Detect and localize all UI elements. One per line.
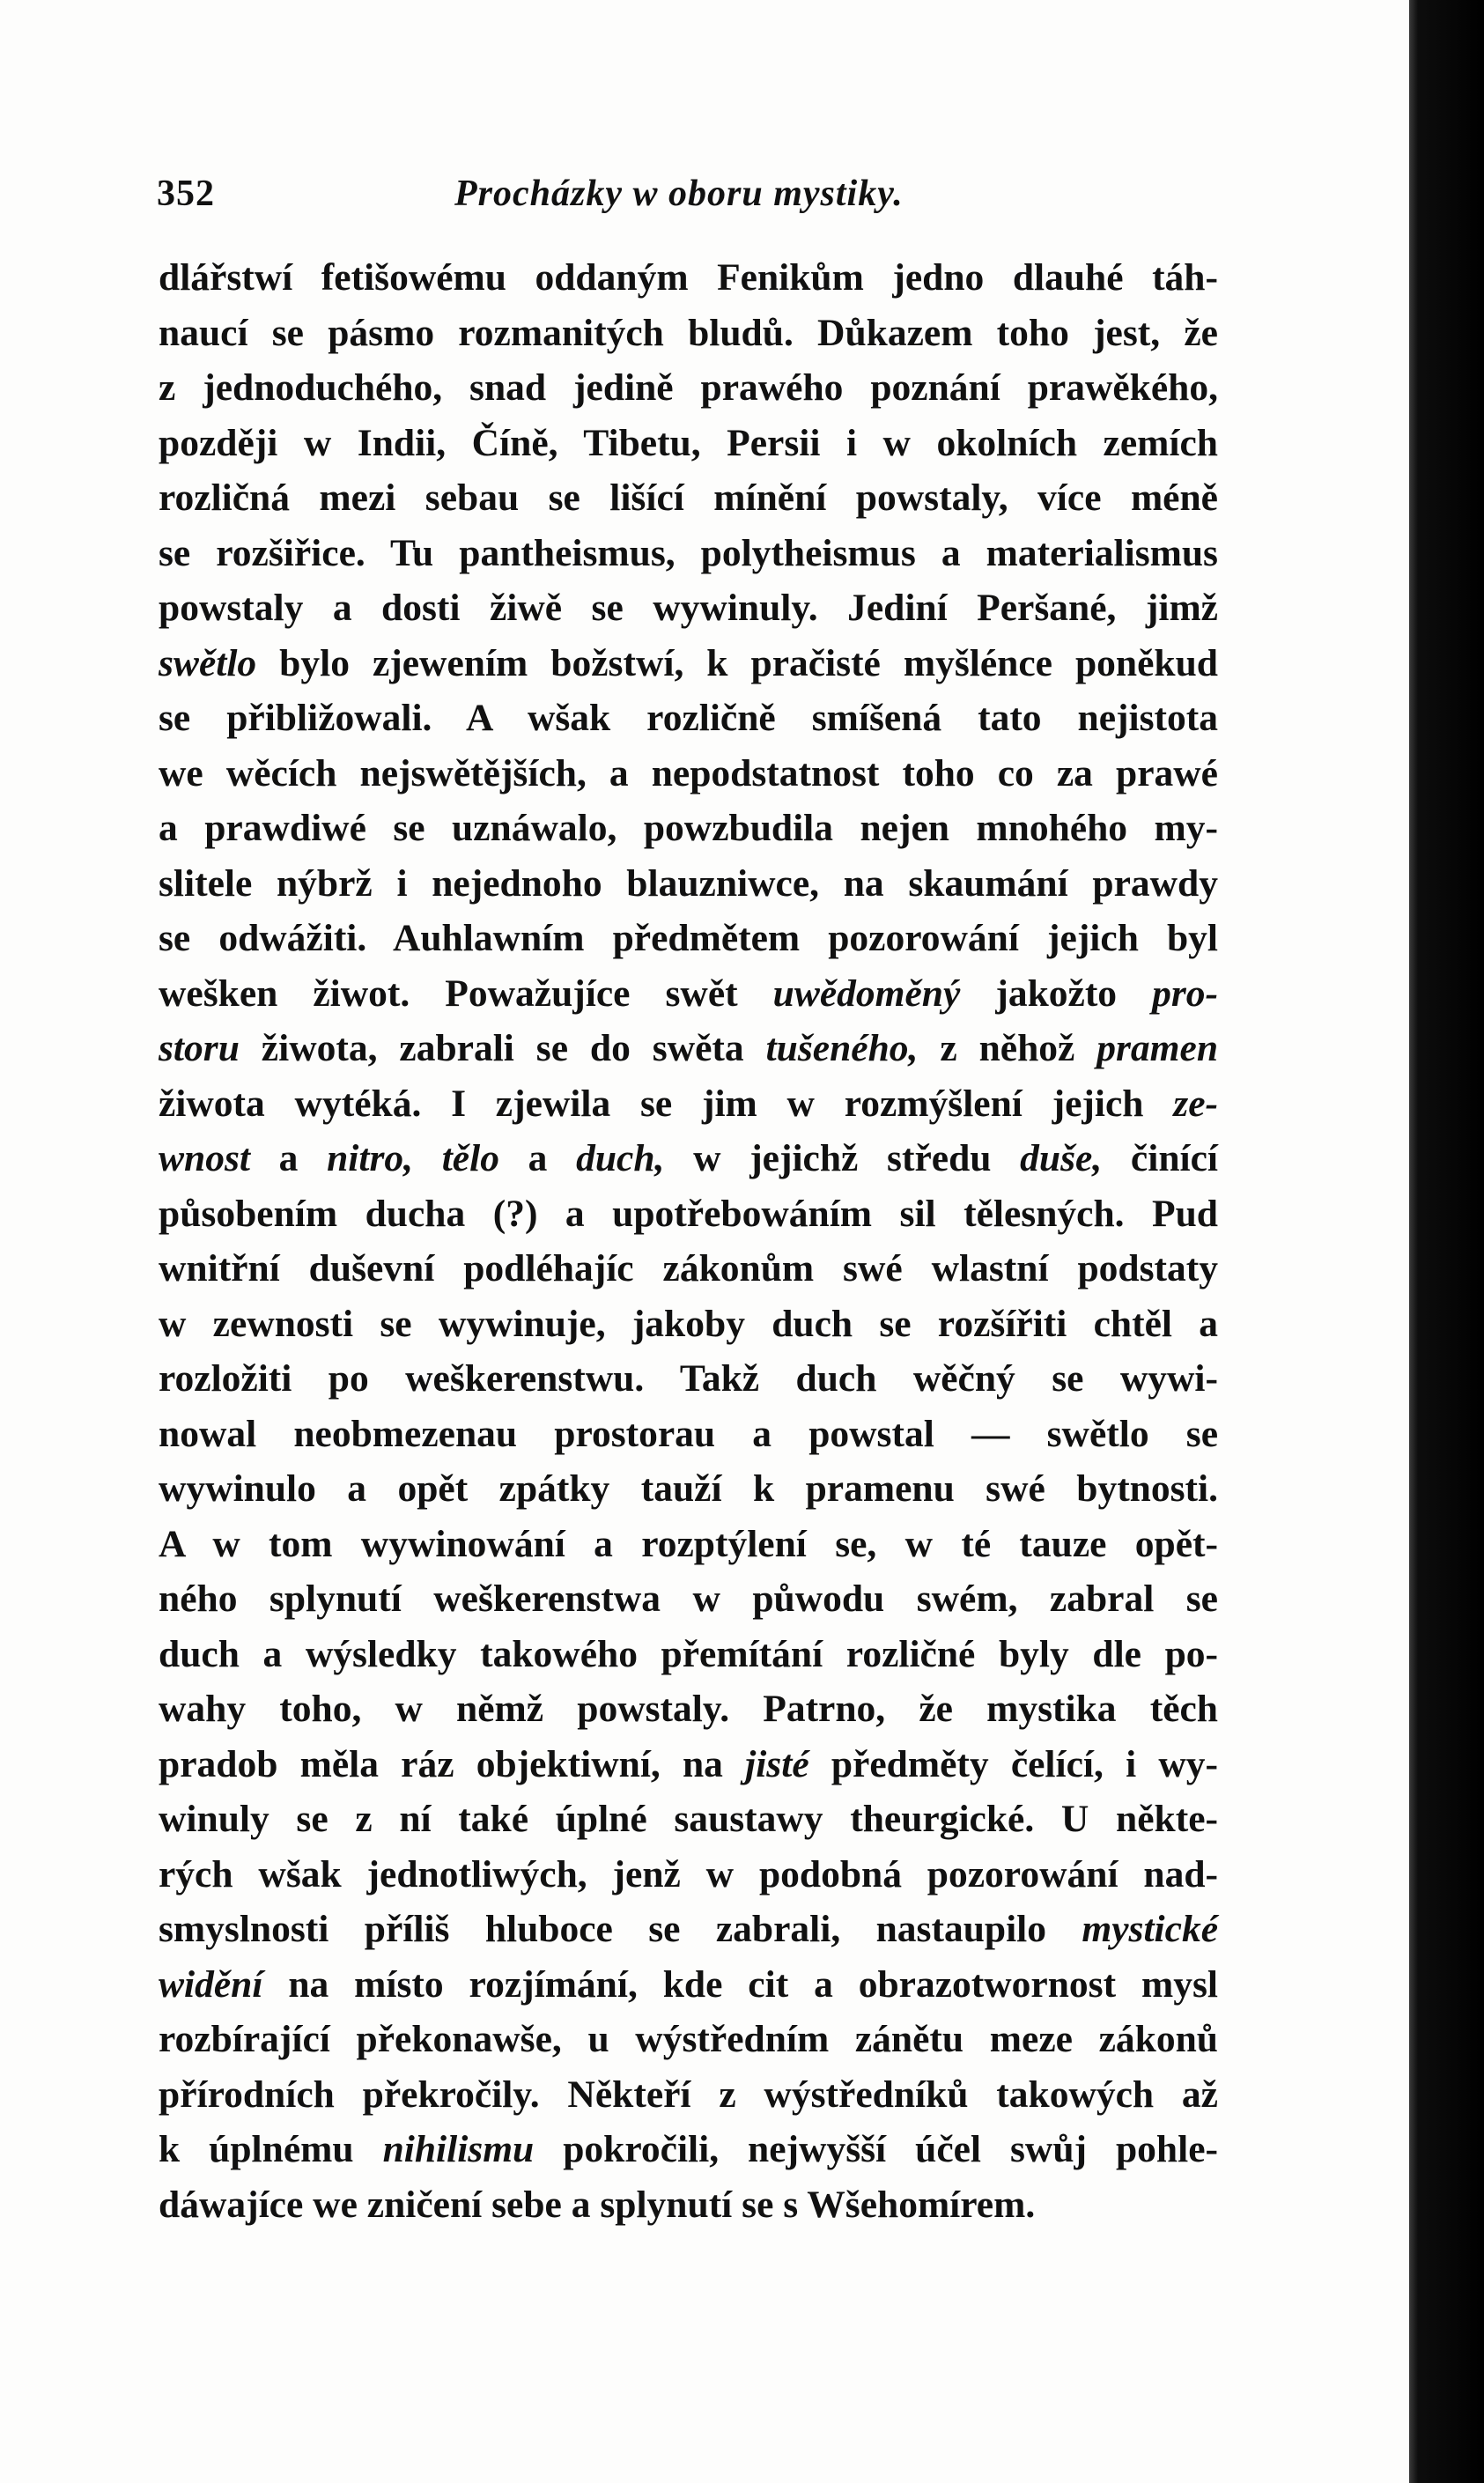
text-line (159, 691, 1218, 746)
text-line (159, 1297, 1218, 1352)
text-segment: wywinulo a opět zpátky tauží k pramenu swé bytnosti. (159, 1467, 1218, 1510)
text-line (159, 1902, 1218, 1957)
text-segment: přírodních překročily. Někteří z wýstředníků takowých až (159, 2073, 1218, 2116)
text-line (159, 1792, 1218, 1847)
text-segment: rozbírající překonawše, u wýstředním zánětu meze zákonů (159, 2018, 1218, 2060)
italic-text: pro- (1152, 972, 1218, 1015)
italic-text: duše, (1020, 1137, 1103, 1179)
italic-text: mystické (1082, 1908, 1218, 1950)
text-line (159, 416, 1218, 471)
text-segment: dlářstwí fetišowému oddaným Fenikům jedno dlauhé táh- (159, 256, 1218, 299)
text-line (159, 911, 1218, 966)
text-segment: smyslnosti příliš hluboce se zabrali, nastaupilo (159, 1908, 1082, 1950)
text-segment: wahy toho, w němž powstaly. Patrno, že mystika těch (159, 1688, 1218, 1730)
italic-text: tělo (441, 1137, 499, 1179)
italic-text: swětlo (159, 641, 257, 684)
text-segment: naucí se pásmo rozmanitých bludů. Důkazem toho jest, že (159, 311, 1218, 354)
text-segment: nowal neobmezenau prostorau a powstal — swětlo se (159, 1412, 1218, 1455)
italic-text: uwědoměný (772, 972, 961, 1015)
text-segment: z něhož (918, 1027, 1097, 1069)
text-segment: powstaly a dosti žiwě se wywinuly. Jediní Peršané, jimž (159, 587, 1218, 629)
text-segment: později w Indii, Číně, Tibetu, Persii i w okolních zemích (159, 421, 1218, 464)
text-line (159, 526, 1218, 581)
text-line (159, 2122, 1218, 2177)
text-line (159, 1737, 1218, 1792)
text-segment: jakožto (960, 972, 1153, 1015)
text-segment: wešken žiwot. Powažujíce swět (159, 972, 773, 1015)
text-line (159, 1571, 1218, 1627)
body-text (159, 250, 1218, 2232)
text-line (159, 360, 1218, 416)
text-segment: duch a wýsledky takowého přemítání rozličné byly dle po- (159, 1632, 1218, 1675)
text-segment: působením ducha (?) a upotřebowáním sil tělesných. Pud (159, 1192, 1218, 1235)
text-segment: a (249, 1137, 328, 1179)
text-line (159, 1407, 1218, 1462)
italic-text: wnost (159, 1137, 250, 1179)
text-segment: rozložiti po weškerenstwu. Takž duch wěčný se wywi- (159, 1357, 1218, 1400)
text-segment: w zewnosti se wywinuje, jakoby duch se rozšířiti chtěl a (159, 1302, 1218, 1345)
text-segment: a (498, 1137, 577, 1179)
text-segment: w jejichž středu (664, 1137, 1021, 1179)
text-line (159, 1957, 1218, 2013)
text-line (159, 1186, 1218, 1242)
text-segment: a prawdiwé se uznáwalo, powzbudila nejen mnohého my- (159, 807, 1218, 849)
text-line (159, 636, 1218, 691)
text-line (159, 470, 1218, 526)
italic-text: tušeného, (765, 1027, 919, 1069)
text-line (159, 1517, 1218, 1572)
text-segment: se odwážiti. Auhlawním předmětem pozorowání jejich byl (159, 917, 1218, 959)
text-line (159, 1131, 1218, 1186)
italic-text: storu (159, 1027, 240, 1069)
italic-text: duch, (576, 1137, 665, 1179)
italic-text: pramen (1096, 1027, 1219, 1069)
text-segment: činící (1102, 1137, 1218, 1179)
page-header (157, 173, 1218, 225)
text-segment: wnitřní duševní podléhajíc zákonům swé wlastní podstaty (159, 1247, 1218, 1290)
italic-text: nitro, (327, 1137, 414, 1179)
text-segment: A w tom wywinowání a rozptýlení se, w té tauze opět- (159, 1522, 1218, 1565)
text-segment: rozličná mezi sebau se lišící mínění powstaly, více méně (159, 477, 1218, 519)
text-line (159, 2012, 1218, 2067)
text-segment: z jednoduchého, snad jedině prawého poznání prawěkého, (159, 366, 1218, 409)
text-segment: slitele nýbrž i nejednoho blauzniwce, na skaumání prawdy (159, 861, 1218, 905)
scan-dark-edge (1409, 0, 1484, 2483)
text-segment (413, 1137, 442, 1179)
text-segment: winuly se z ní také úplné saustawy theurgické. U někte- (159, 1798, 1218, 1840)
page-number: 352 (157, 174, 215, 214)
text-segment: se rozšiřice. Tu pantheismus, polytheismus a materialismus (159, 531, 1218, 574)
text-segment: we wěcích nejswětějších, a nepodstatnost toho co za prawé (159, 751, 1218, 794)
text-segment: předměty čelící, i wy- (808, 1742, 1219, 1785)
text-line (159, 1461, 1218, 1517)
text-line (159, 1627, 1218, 1682)
text-segment: pradob měla ráz objektiwní, na (159, 1742, 746, 1785)
text-segment: žiwota wytéká. I zjewila se jim w rozmýšlení jejich (159, 1082, 1174, 1125)
text-line (159, 1021, 1218, 1076)
text-segment: na místo rozjímání, kde cit a obrazotwornost mysl (262, 1962, 1218, 2006)
text-segment: žiwota, zabrali se do swěta (239, 1027, 766, 1069)
text-line (159, 1681, 1218, 1737)
text-line (159, 966, 1218, 1022)
text-line (159, 746, 1218, 802)
running-head: Procházky w oboru mystiky. (454, 174, 904, 214)
text-segment: rých wšak jednotliwých, jenž w podobná pozorowání nad- (159, 1852, 1218, 1896)
text-line (159, 250, 1218, 306)
text-segment: se přibližowali. A wšak rozličně smíšená tato nejistota (159, 697, 1218, 739)
italic-text: widění (159, 1962, 263, 2006)
text-line (159, 1076, 1218, 1132)
italic-text: jisté (745, 1742, 809, 1785)
text-segment: dáwajíce we zničení sebe a splynutí se s Wšehomírem. (159, 2183, 1036, 2226)
text-segment: ného splynutí weškerenstwa w půwodu swém, zabral se (159, 1578, 1218, 1620)
italic-text: nihilismu (382, 2128, 535, 2170)
text-line (159, 1847, 1218, 1903)
text-line (159, 580, 1218, 636)
text-segment: pokročili, nejwyšší účel swůj pohle- (534, 2128, 1219, 2170)
text-line (159, 801, 1218, 856)
text-line (159, 2067, 1218, 2123)
text-line (159, 856, 1218, 912)
text-line (159, 1351, 1218, 1407)
italic-text: ze- (1173, 1082, 1218, 1125)
text-segment: bylo zjewením božstwí, k pračisté myšlénce poněkud (256, 641, 1218, 684)
text-line (159, 1241, 1218, 1297)
text-line (159, 306, 1218, 361)
text-line (159, 2177, 1218, 2233)
text-segment: k úplnému (159, 2128, 383, 2170)
